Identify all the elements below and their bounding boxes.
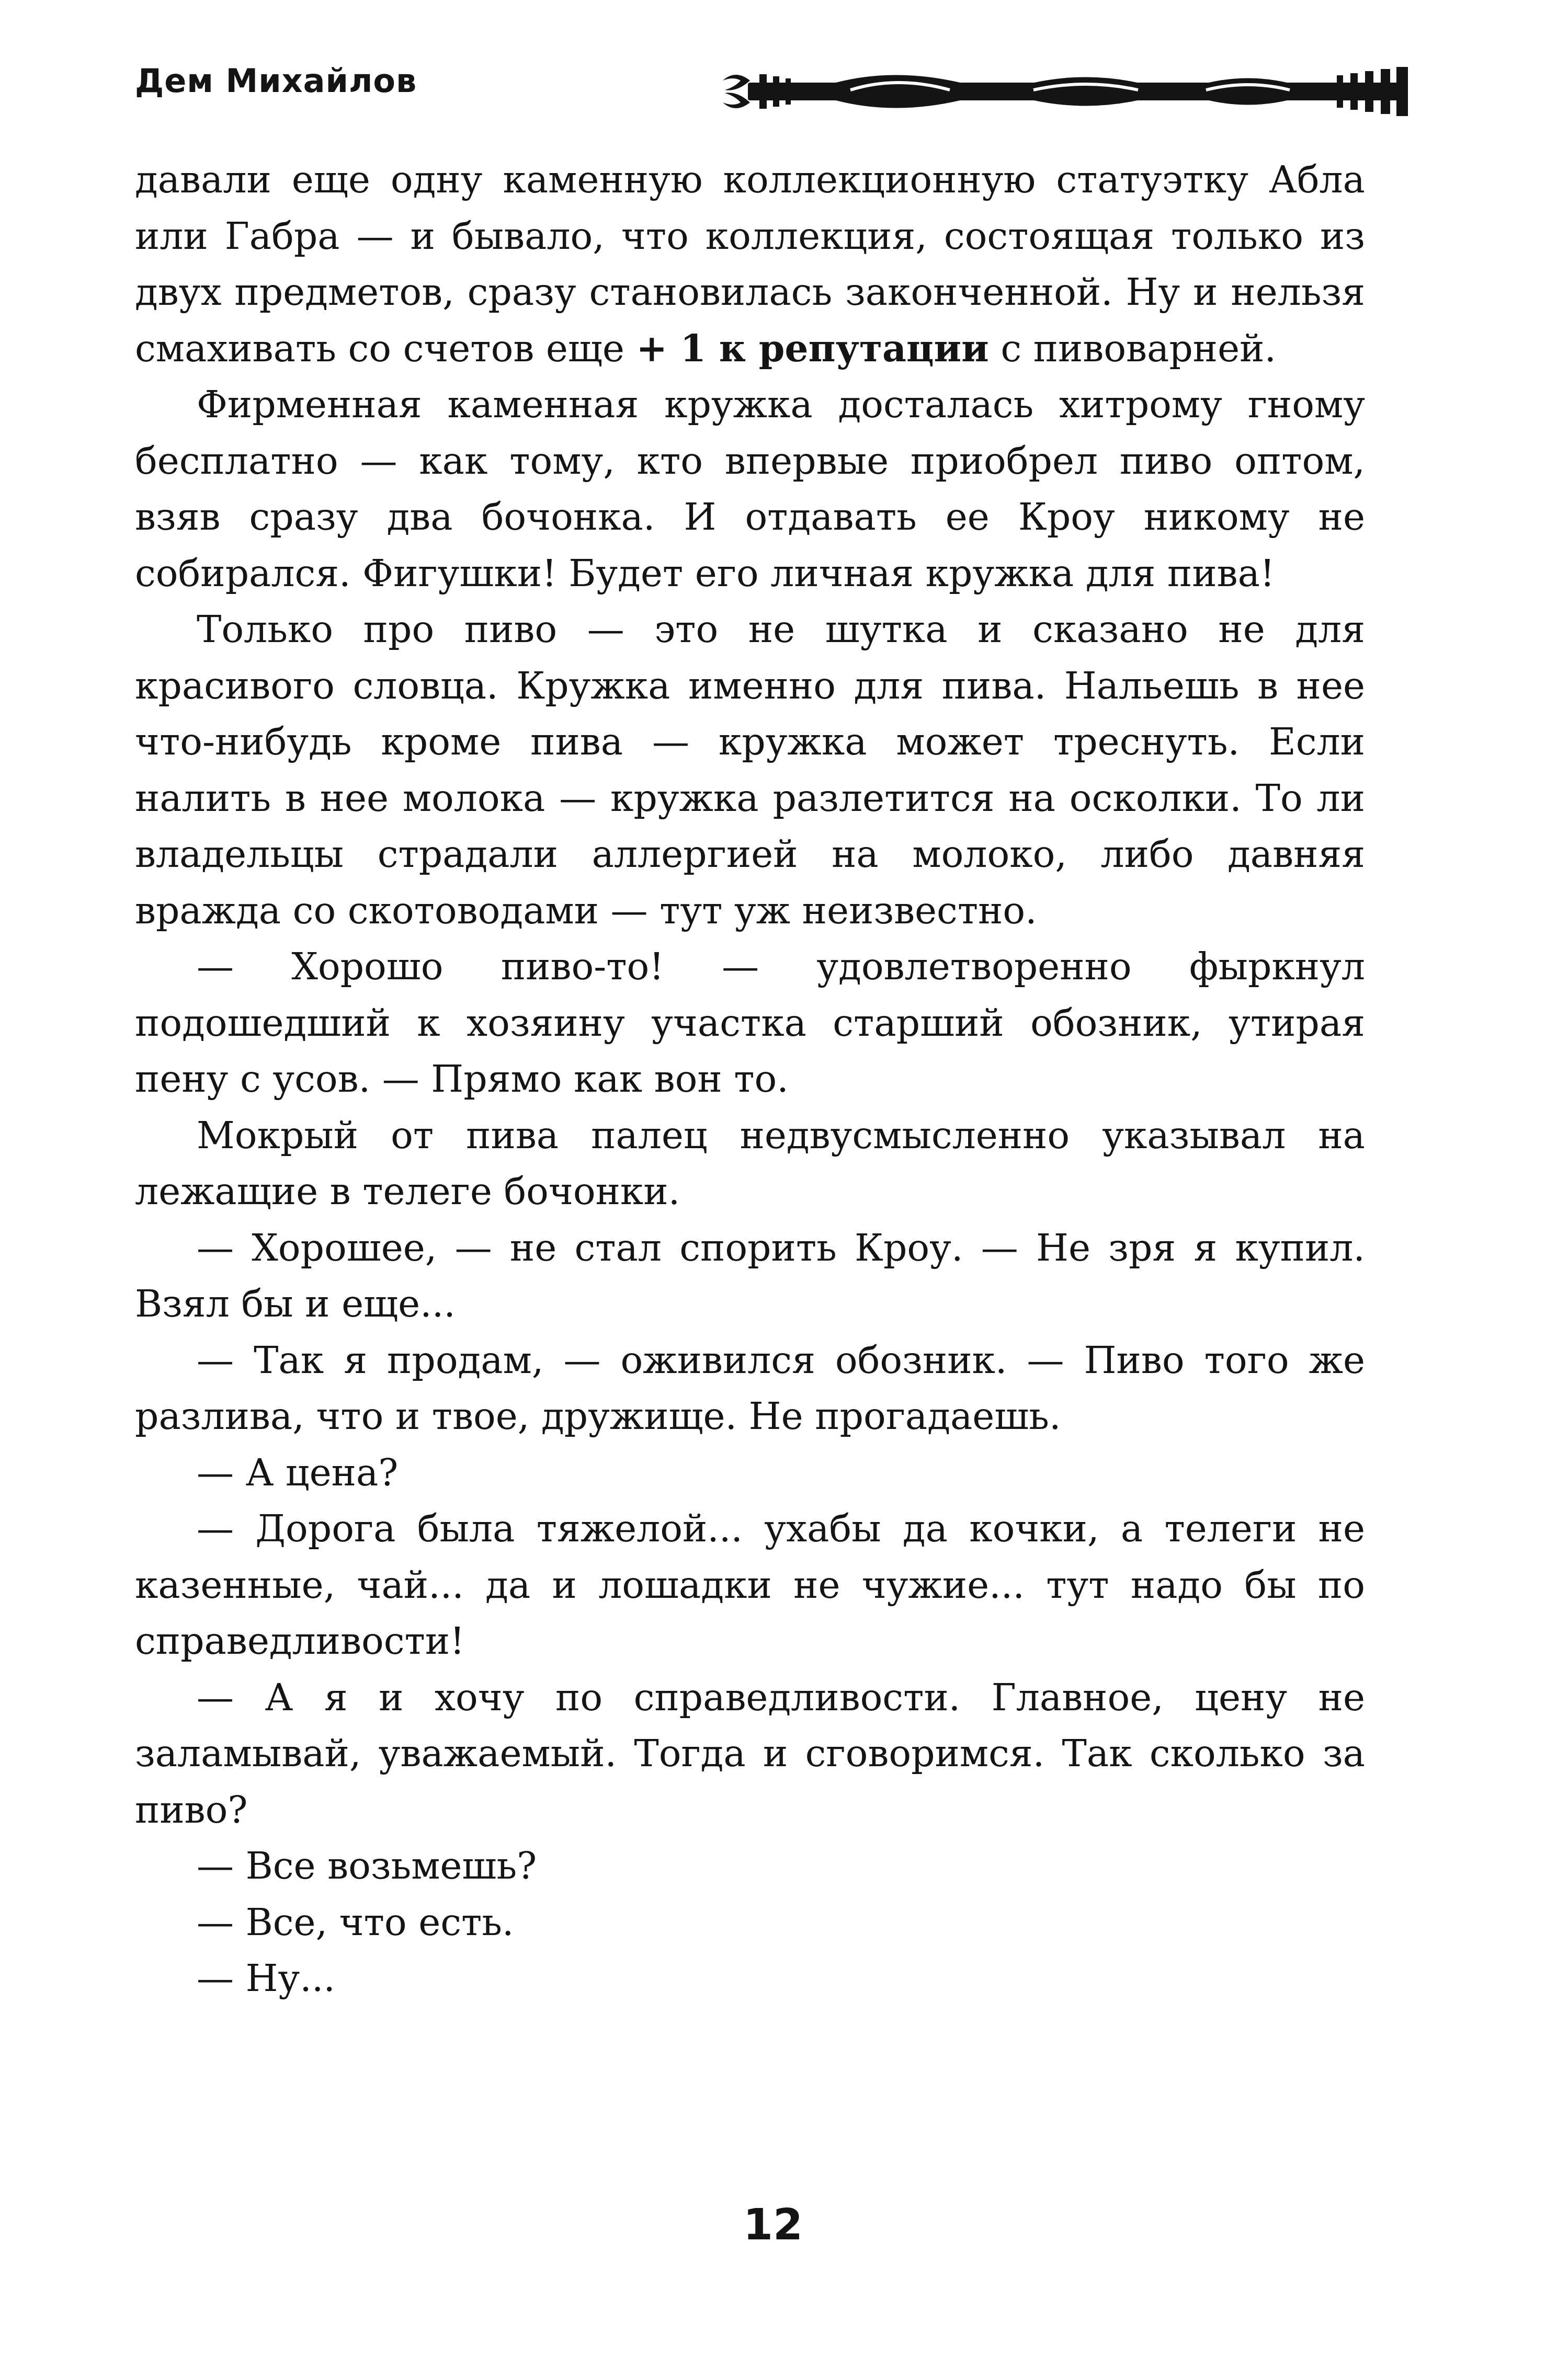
decorative-divider-icon <box>720 60 1411 120</box>
paragraph <box>135 376 1365 601</box>
dialogue-paragraph <box>135 1220 1365 1332</box>
dialogue-paragraph <box>135 1950 1365 2007</box>
text-run: — Все возьмешь? <box>197 1844 537 1887</box>
text-run: — Все, что есть. <box>197 1900 514 1944</box>
text-run: — А цена? <box>197 1450 399 1494</box>
paragraph <box>135 152 1365 376</box>
bold-text-run: + 1 к репутации <box>636 326 989 370</box>
dialogue-paragraph <box>135 1669 1365 1838</box>
text-run: — Так я продам, — оживился обозник. — Пиво того же разлива, что и твое, дружище. Не прогадаешь. <box>135 1338 1365 1438</box>
dialogue-paragraph <box>135 1332 1365 1445</box>
text-run: Только про пиво — это не шутка и сказано не для красивого словца. Кружка именно для пива. Нальешь в нее что-нибудь кроме пива — кружка может треснуть. Если налить в нее молока — кружка разлетится на осколки. То ли владельцы страдали аллергией на молоко, либо давняя вражда со скотоводами — тут уж неизвестно. <box>135 608 1365 932</box>
running-head-author: Дем Михайлов <box>135 62 417 100</box>
dialogue-paragraph <box>135 939 1365 1107</box>
text-run: Мокрый от пива палец недвусмысленно указывал на лежащие в телеге бочонки. <box>135 1113 1365 1213</box>
text-run: с пивоварней. <box>988 326 1277 370</box>
paragraph <box>135 601 1365 939</box>
dialogue-paragraph <box>135 1445 1365 1501</box>
dialogue-paragraph <box>135 1501 1365 1669</box>
text-run: — Дорога была тяжелой... ухабы да кочки, а телеги не казенные, чай... да и лошадки не чужие... тут надо бы по справедливости! <box>135 1507 1365 1663</box>
page-header <box>135 56 1411 130</box>
body-text <box>135 152 1365 2007</box>
dialogue-paragraph <box>135 1838 1365 1894</box>
text-run: — Ну... <box>197 1956 335 2000</box>
paragraph <box>135 1107 1365 1220</box>
text-run: Фирменная каменная кружка досталась хитрому гному бесплатно — как тому, кто впервые приобрел пиво оптом, взяв сразу два бочонка. И отдавать ее Кроу никому не собирался. Фигушки! Будет его личная кружка для пива! <box>135 383 1365 595</box>
text-run: давали еще одну каменную коллекционную статуэтку Абла или Габра — и бывало, что коллекция, состоящая только из двух предметов, сразу становилась законченной. Ну и нельзя смахивать со счетов еще <box>135 158 1365 370</box>
text-run: — Хорошее, — не стал спорить Кроу. — Не зря я купил. Взял бы и еще... <box>135 1226 1365 1325</box>
dialogue-paragraph <box>135 1894 1365 1951</box>
page-number: 12 <box>743 2200 803 2250</box>
text-run: — А я и хочу по справедливости. Главное, цену не заламывай, уважаемый. Тогда и сговоримся. Так сколько за пиво? <box>135 1675 1365 1832</box>
text-run: — Хорошо пиво-то! — удовлетворенно фыркнул подошедший к хозяину участка старший обозник, утирая пену с усов. — Прямо как вон то. <box>135 945 1365 1101</box>
